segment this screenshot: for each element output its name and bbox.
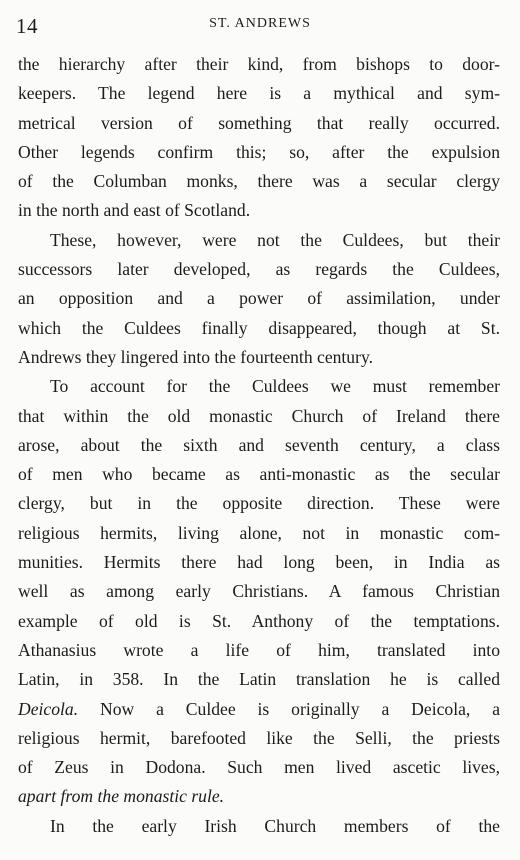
text-line: Athanasius wrote a life of him, translated into xyxy=(18,639,500,660)
page-number: 14 xyxy=(16,14,38,38)
text-line: of the Columban monks, there was a secular clergy xyxy=(18,171,500,192)
italic-term: Deicola. xyxy=(18,698,79,719)
paragraph-2 xyxy=(18,226,500,372)
text-line: These, however, were not the Culdees, but their xyxy=(50,229,500,250)
body-text xyxy=(18,50,500,841)
text-line: well as among early Christians. A famous Christian xyxy=(18,581,500,602)
text-line: religious hermits, living alone, not in monastic com- xyxy=(18,522,500,543)
text-line: the hierarchy after their kind, from bishops to door- xyxy=(18,54,500,74)
text-line: clergy, but in the opposite direction. These were xyxy=(18,493,500,514)
text-line: example of old is St. Anthony of the temptations. xyxy=(18,610,500,631)
text-line: which the Culdees finally disappeared, though at St. xyxy=(18,317,500,338)
text-line-italic xyxy=(18,782,500,811)
text-line: of men who became as anti-monastic as the secular xyxy=(18,464,500,485)
text-line: religious hermit, barefooted like the Selli, the priests xyxy=(18,727,500,748)
paragraph-3 xyxy=(18,372,500,811)
text-line: that within the old monastic Church of Ireland there xyxy=(18,405,500,426)
paragraph-4 xyxy=(18,812,500,841)
text-line: of Zeus in Dodona. Such men lived ascetic lives, xyxy=(18,757,500,778)
page-header xyxy=(16,10,504,38)
running-title: ST. ANDREWS xyxy=(209,16,311,31)
text-line-deicola xyxy=(18,695,500,724)
text-line: Latin, in 358. In the Latin translation he is called xyxy=(18,669,500,690)
text-line: To account for the Culdees we must remember xyxy=(50,376,500,397)
text-line: an opposition and a power of assimilation, under xyxy=(18,288,500,309)
text-fragment: Now a Culdee is originally a Deicola, a xyxy=(78,698,500,719)
text-line: Andrews they lingered into the fourteenth century. xyxy=(18,346,374,367)
paragraph-1 xyxy=(18,50,500,226)
text-line: Other legends confirm this; so, after the expulsion xyxy=(18,141,500,162)
text-line: metrical version of something that really occurred. xyxy=(18,112,500,133)
text-line: In the early Irish Church members of the xyxy=(50,815,500,836)
text-line: munities. Hermits there had long been, in India as xyxy=(18,552,500,573)
text-line: arose, about the sixth and seventh century, a class xyxy=(18,434,500,455)
text-line: keepers. The legend here is a mythical and sym- xyxy=(18,83,500,104)
italic-phrase: apart from the monastic rule. xyxy=(18,786,225,807)
text-line: in the north and east of Scotland. xyxy=(18,200,251,221)
text-line: successors later developed, as regards the Culdees, xyxy=(18,259,500,280)
